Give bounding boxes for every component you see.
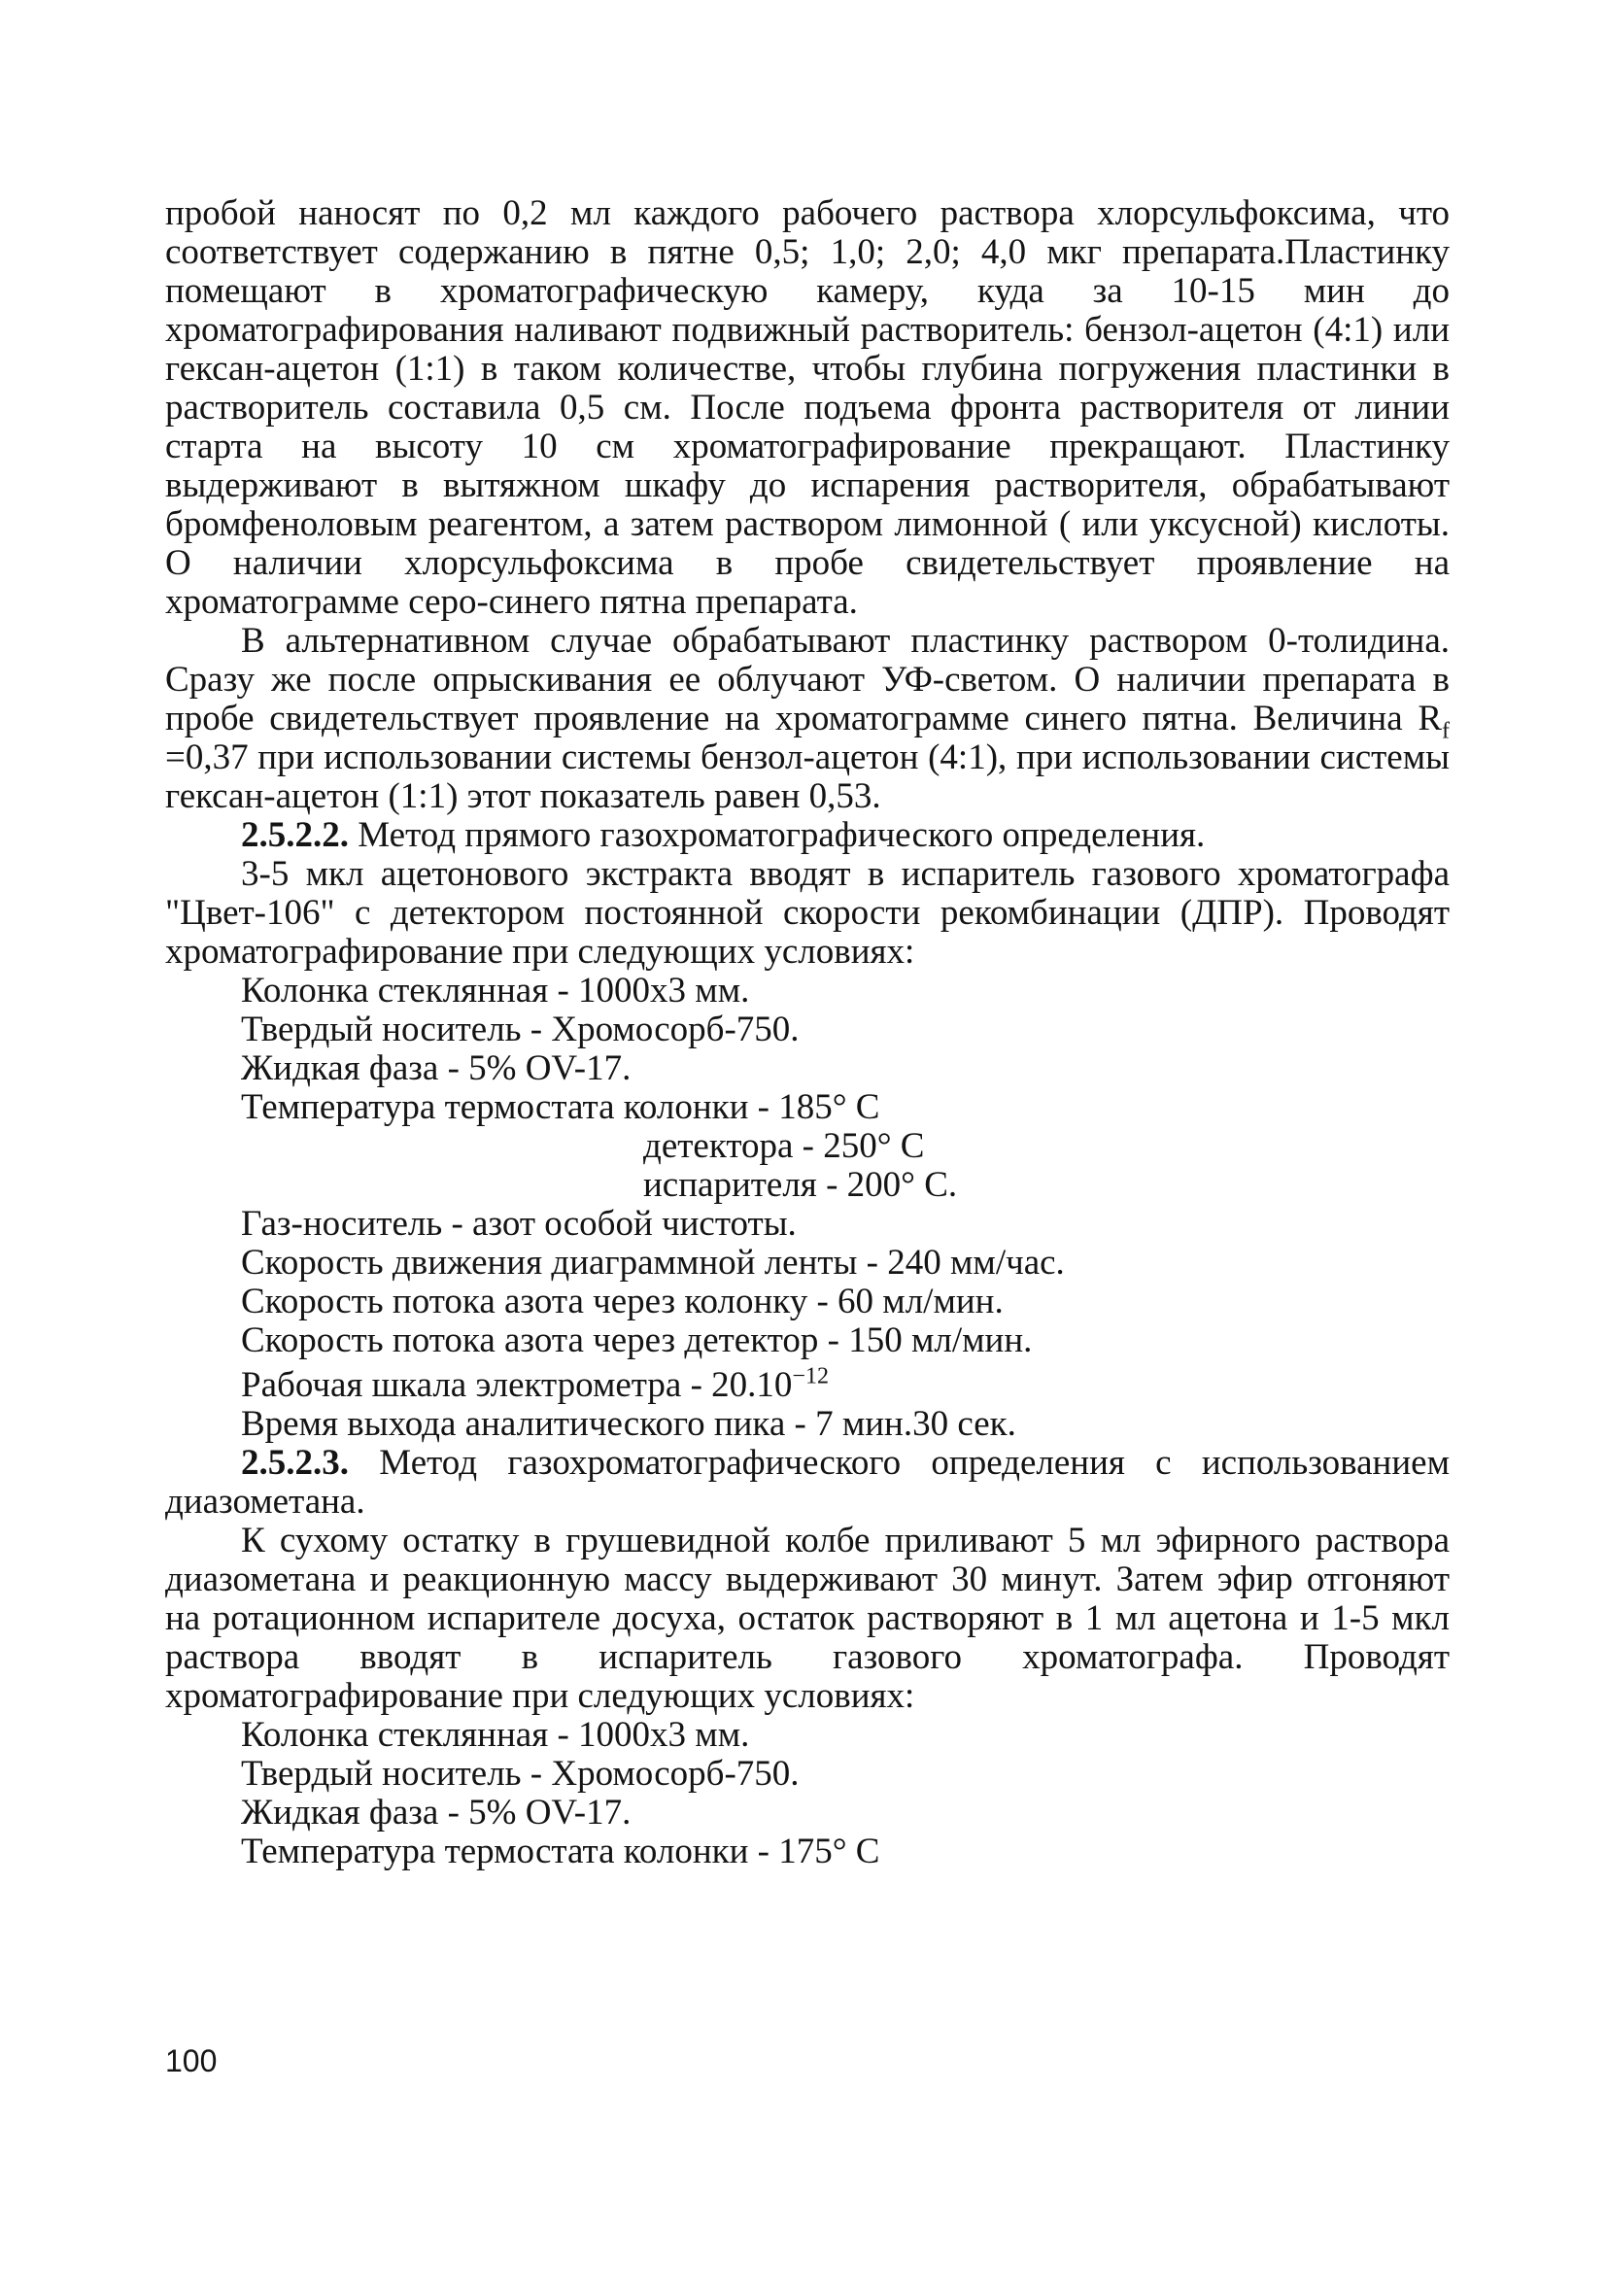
condition-temp-column: Температура термостата колонки - 185° С [241,1087,880,1127]
condition-tape-speed: Скорость движения диаграммной ленты - 240 мм/час. [241,1243,1065,1283]
condition-carrier: Твердый носитель - Хромосорб-750. [241,1010,800,1049]
section-heading-2-5-2-3 [165,1444,1450,1522]
section-number: 2.5.2.2. [241,815,349,855]
paragraph-direct-gc: 3-5 мкл ацетонового экстракта вводят в испаритель газового хроматографа "Цвет-106" с детектором постоянной скорости рекомбинации (ДПР). Проводят хроматографирование при следующих условиях: [165,854,1450,972]
section-title: Метод газохроматографического определения с использованием диазометана. [165,1443,1450,1522]
condition-liquid-phase: Жидкая фаза - 5% OV-17. [241,1048,632,1088]
electrometer-scale-text: Рабочая шкала электрометра - 20.10 [241,1365,793,1405]
condition-column: Колонка стеклянная - 1000х3 мм. [241,1715,750,1755]
paragraph-alternative-text: В альтернативном случае обрабатывают пластинку раствором 0-толидина. Сразу же после опрыскивания ее облучают УФ-светом. О наличии препарата в пробе свидетельствует проявление на хроматограмме синего пятна. Величина R [165,621,1450,738]
condition-carrier: Твердый носитель - Хромосорб-750. [241,1754,800,1794]
condition-carrier-gas: Газ-носитель - азот особой чистоты. [241,1204,797,1244]
body-text [165,194,1450,1871]
condition-temp-detector: детектора - 250° С [643,1126,925,1166]
condition-flow-column: Скорость потока азота через колонку - 60 мл/мин. [241,1282,1004,1321]
rf-subscript: f [1442,718,1450,744]
condition-temp-evaporator: испарителя - 200° С. [643,1165,958,1205]
section-heading-2-5-2-2 [165,816,1450,855]
condition-flow-detector: Скорость потока азота через детектор - 150 мл/мин. [241,1320,1033,1360]
paragraph-tlc-procedure: пробой наносят по 0,2 мл каждого рабочего раствора хлорсульфоксима, что соответствует содержанию в пятне 0,5; 1,0; 2,0; 4,0 мкг препарата.Пластинку помещают в хроматографическую камеру, куда за 10-15 мин до хроматографирования наливают подвижный растворитель: бензол-ацетон (4:1) или гексан-ацетон (1:1) в таком количестве, чтобы глубина погружения пластинки в растворитель составила 0,5 см. После подъема фронта растворителя от линии старта на высоту 10 см хроматографирование прекращают. Пластинку выдерживают в вытяжном шкафу до испарения растворителя, обрабатывают бромфеноловым реагентом, а затем раствором лимонной ( или уксусной) кислоты. О наличии хлорсульфоксима в пробе свидетельствует проявление на хроматограмме серо-синего пятна препарата. [165,193,1450,622]
condition-retention-time: Время выхода аналитического пика - 7 мин.30 сек. [241,1404,1016,1444]
paragraph-alternative [165,622,1450,816]
paragraph-alternative-rest: =0,37 при использовании системы бензол-ацетон (4:1), при использовании системы гексан-ацетон (1:1) этот показатель равен 0,53. [165,737,1450,816]
electrometer-scale-exponent: −12 [792,1363,829,1389]
section-title: Метод прямого газохроматографического определения. [349,815,1206,855]
section-number: 2.5.2.3. [241,1443,349,1483]
condition-electrometer-scale [241,1363,1450,1405]
page-number: 100 [165,2043,218,2078]
paragraph-diazomethane: К сухому остатку в грушевидной колбе приливают 5 мл эфирного раствора диазометана и реакционную массу выдерживают 30 минут. Затем эфир отгоняют на ротационном испарителе досуха, остаток растворяют в 1 мл ацетона и 1-5 мкл раствора вводят в испаритель газового хроматографа. Проводят хроматографирование при следующих условиях: [165,1521,1450,1716]
condition-liquid-phase: Жидкая фаза - 5% OV-17. [241,1793,632,1833]
condition-column: Колонка стеклянная - 1000х3 мм. [241,971,750,1011]
condition-temp-column: Температура термостата колонки - 175° С [241,1832,880,1871]
